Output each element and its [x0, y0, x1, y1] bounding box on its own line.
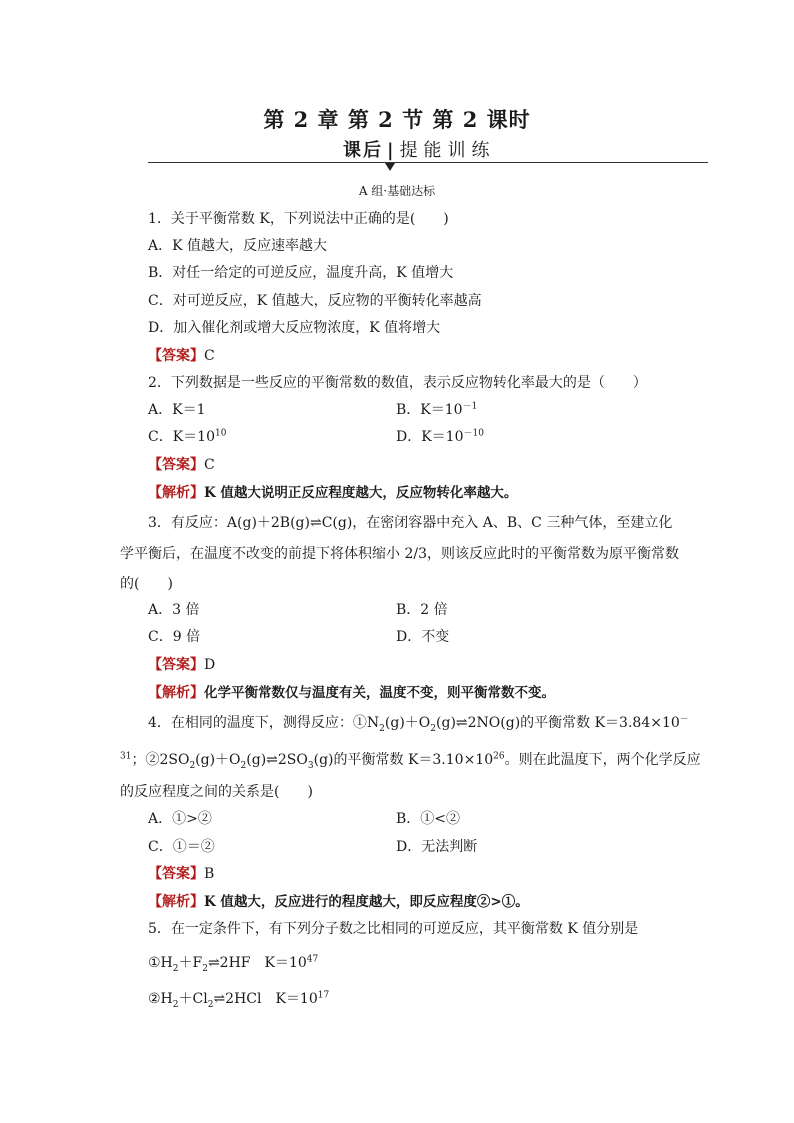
- analysis-text: 化学平衡常数仅与温度有关，温度不变，则平衡常数不变。: [204, 685, 555, 701]
- subtitle-right: 提能训练: [399, 140, 496, 161]
- answer-value: D: [204, 657, 216, 673]
- page-title: 第 2 章 第 2 节 第 2 课时: [263, 107, 531, 132]
- subtitle-separator: |: [387, 140, 396, 161]
- answer-tag: 【答案】: [148, 866, 204, 882]
- group-label: A 组·基础达标: [358, 184, 436, 198]
- q4-option-d: D．无法判断: [396, 839, 478, 855]
- q2-answer: [148, 454, 215, 474]
- q5-reaction-1: $①H_2+F_2\rightleftharpoons 2HF$ $K=10^{47}$: [148, 954, 319, 974]
- q4-stem-line2: $^{31}$；$②2SO_2(g)+O_2(g)\rightleftharpoons 2SO_3(g)$的平衡常数 $K=3.10\times 10^{26}$。则在此温度下，两个化学反应: [120, 751, 701, 771]
- answer-tag: 【答案】: [148, 348, 204, 364]
- subtitle: [343, 136, 496, 162]
- q3-stem-line3: 的( ): [120, 576, 173, 592]
- q3-option-d: D．不变: [396, 629, 450, 645]
- analysis-tag: 【解析】: [148, 894, 204, 910]
- q4-stem-line1: 4．在相同的温度下，测得反应：$①N_2(g)+O_2(g)\rightleftharpoons 2NO(g)$的平衡常数 K＝3.84×10－: [148, 714, 689, 734]
- q4-option-b: B．①<②: [396, 811, 461, 827]
- q1-option-d: D．加入催化剂或增大反应物浓度，K 值将增大: [148, 320, 441, 336]
- q3-stem-line1: 3．有反应：A(g)＋2B(g)⇌C(g)，在密闭容器中充入 A、B、C 三种气体，至建立化: [148, 515, 673, 531]
- q1-option-c: C．对可逆反应，K 值越大，反应物的平衡转化率越高: [148, 293, 482, 309]
- q4-analysis: [148, 890, 529, 911]
- answer-tag: 【答案】: [148, 457, 204, 473]
- q3-option-b: B．2 倍: [396, 602, 448, 618]
- q1-option-a: A．K 值越大，反应速率越大: [148, 238, 328, 254]
- answer-value: C: [204, 348, 215, 364]
- analysis-text: K 值越大，反应进行的程度越大，即反应程度②>①。: [204, 894, 529, 910]
- q4-answer: [148, 863, 214, 883]
- q4-option-a: A．①>②: [148, 811, 212, 827]
- q2-option-b: B．$K=10^{-1}$: [396, 401, 478, 418]
- analysis-tag: 【解析】: [148, 485, 204, 501]
- q2-option-c: C．$K=10^{10}$: [148, 428, 227, 445]
- q3-stem-line2: 学平衡后，在温度不改变的前提下将体积缩小 2/3，则该反应此时的平衡常数为原平衡常数: [120, 546, 679, 562]
- header-rule: [148, 162, 708, 163]
- answer-value: B: [204, 866, 215, 882]
- answer-tag: 【答案】: [148, 657, 204, 673]
- q3-answer: [148, 654, 215, 674]
- q1-answer: [148, 345, 215, 365]
- q4-option-c: C．①＝②: [148, 839, 215, 855]
- q2-analysis: [148, 481, 517, 502]
- q4-stem-line3: 的反应程度之间的关系是( ): [120, 784, 313, 800]
- q3-analysis: [148, 681, 555, 702]
- answer-value: C: [204, 457, 215, 473]
- header-triangle-marker: [385, 163, 395, 171]
- analysis-tag: 【解析】: [148, 685, 204, 701]
- q3-option-c: C．9 倍: [148, 629, 201, 645]
- q2-stem: 2．下列数据是一些反应的平衡常数的数值，表示反应物转化率最大的是（ ）: [148, 375, 647, 391]
- analysis-text: K 值越大说明正反应程度越大，反应物转化率越大。: [204, 485, 518, 501]
- q2-option-a: A．K＝1: [148, 402, 206, 418]
- q3-option-a: A．3 倍: [148, 602, 200, 618]
- q5-stem: 5．在一定条件下，有下列分子数之比相同的可逆反应，其平衡常数 K 值分别是: [148, 921, 639, 937]
- subtitle-left: 课后: [343, 140, 383, 161]
- q2-option-d: D．$K=10^{-10}$: [396, 428, 484, 445]
- q1-stem: 1．关于平衡常数 K，下列说法中正确的是( ): [148, 211, 449, 227]
- q1-option-b: B．对任一给定的可逆反应，温度升高，K 值增大: [148, 265, 454, 281]
- q5-reaction-2: $②H_2+Cl_2\rightleftharpoons 2HCl$ $K=10^{17}$: [148, 990, 330, 1010]
